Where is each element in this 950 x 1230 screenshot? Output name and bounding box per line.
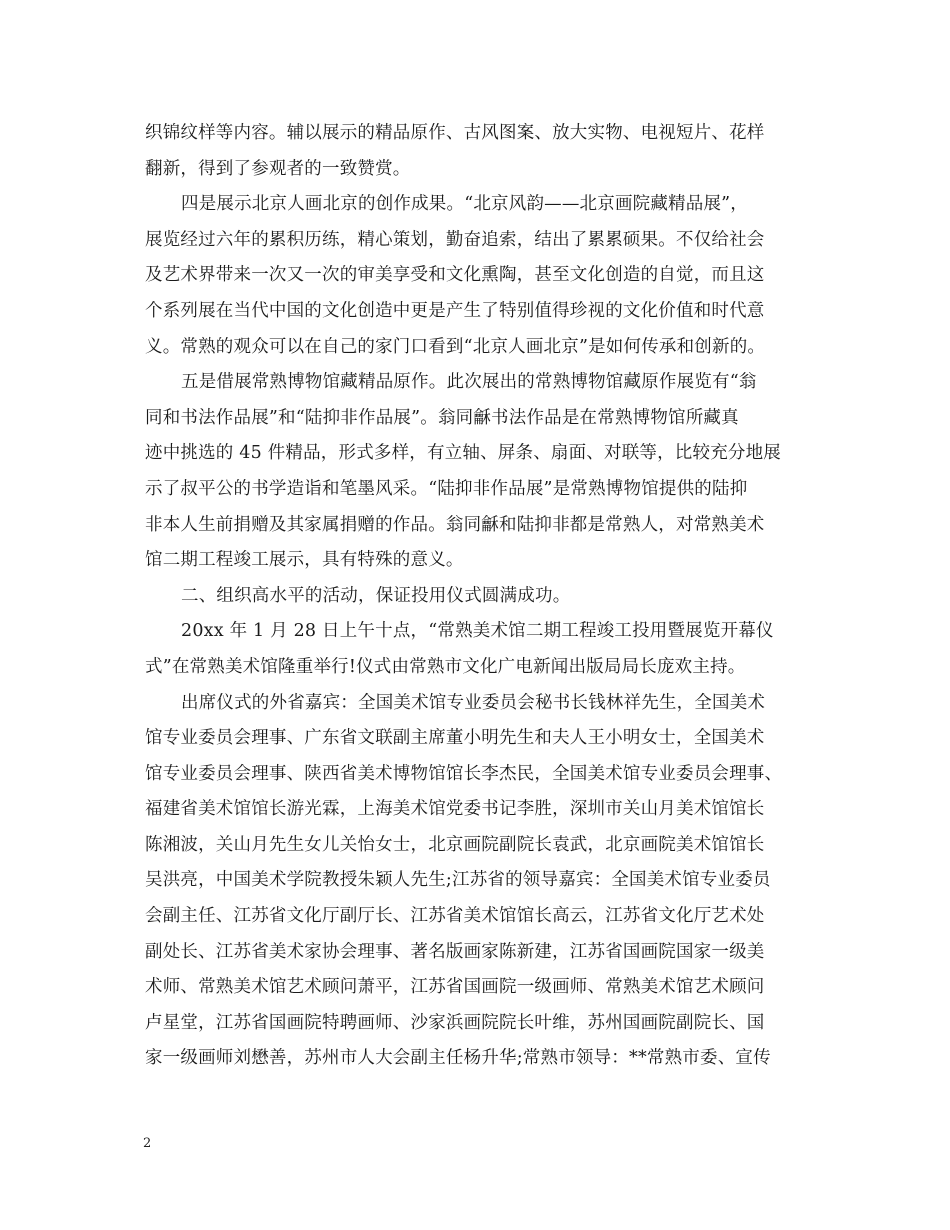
- text-line: 及艺术界带来一次又一次的审美享受和文化熏陶，甚至文化创造的自觉，而且这: [145, 265, 765, 286]
- text-line: 会副主任、江苏省文化厅副厅长、江苏省美术馆馆长高云，江苏省文化厅艺术处: [145, 906, 765, 927]
- text-line: 馆专业委员会理事、广东省文联副主席董小明先生和夫人王小明女士，全国美术: [145, 728, 765, 749]
- text-line: 陈湘波，关山月先生女儿关怡女士，北京画院副院长袁武，北京画院美术馆馆长: [145, 834, 765, 855]
- text-line: 展览经过六年的累积历练，精心策划，勤奋追索，结出了累累硕果。不仅给社会: [145, 229, 765, 250]
- paragraph-start-line: 五是借展常熟博物馆藏精品原作。此次展出的常熟博物馆藏原作展览有“翁: [181, 372, 757, 393]
- text-line: 义。常熟的观众可以在自己的家门口看到“北京人画北京”是如何传承和创新的。: [145, 336, 766, 357]
- text-line: 迹中挑选的 45 件精品，形式多样，有立轴、屏条、扇面、对联等，比较充分地展: [145, 443, 781, 464]
- text-line: 副处长、江苏省美术家协会理事、著名版画家陈新建，江苏省国画院国家一级美: [145, 941, 765, 962]
- text-line: 式”在常熟美术馆隆重举行!仪式由常熟市文化广电新闻出版局局长庞欢主持。: [145, 656, 746, 677]
- paragraph-start-line: 四是展示北京人画北京的创作成果。“北京风韵——北京画院藏精品展”，: [181, 194, 748, 215]
- body-text: [145, 116, 810, 1077]
- text-line: 馆二期工程竣工展示，具有特殊的意义。: [145, 550, 464, 571]
- text-line: 馆专业委员会理事、陕西省美术博物馆馆长李杰民，全国美术馆专业委员会理事、: [145, 763, 783, 784]
- page-number: 2: [143, 1136, 152, 1151]
- text-line: 非本人生前捐赠及其家属捐赠的作品。翁同龢和陆抑非都是常熟人，对常熟美术: [145, 514, 765, 535]
- text-line: 织锦纹样等内容。辅以展示的精品原作、古风图案、放大实物、电视短片、花样: [145, 123, 765, 143]
- text-line: 吴洪亮，中国美术学院教授朱颖人先生;江苏省的领导嘉宾：全国美术馆专业委员: [145, 870, 771, 891]
- text-line: 卢星堂，江苏省国画院特聘画师、沙家浜画院院长叶维，苏州国画院副院长、国: [145, 1012, 765, 1033]
- text-line: 个系列展在当代中国的文化创造中更是产生了特别值得珍视的文化价值和时代意: [145, 300, 765, 321]
- text-line: 福建省美术馆馆长游光霖，上海美术馆党委书记李胜，深圳市关山月美术馆馆长: [145, 799, 765, 820]
- paragraph-start-line: 出席仪式的外省嘉宾：全国美术馆专业委员会秘书长钱林祥先生，全国美术: [181, 692, 766, 713]
- text-line: 示了叔平公的书学造诣和笔墨风采。“陆抑非作品展”是常熟博物馆提供的陆抑: [145, 478, 748, 499]
- paragraph-start-line: 20xx 年 1 月 28 日上午十点，“常熟美术馆二期工程竣工投用暨展览开幕仪: [181, 621, 774, 642]
- text-line: 同和书法作品展”和“陆抑非作品展”。翁同龢书法作品是在常熟博物馆所藏真: [145, 407, 739, 428]
- section-heading: 二、组织高水平的活动，保证投用仪式圆满成功。: [181, 585, 571, 606]
- text-line: 家一级画师刘懋善，苏州市人大会副主任杨升华;常熟市领导：**常熟市委、宣传: [145, 1048, 771, 1069]
- text-line: 术师、常熟美术馆艺术顾问萧平，江苏省国画院一级画师、常熟美术馆艺术顾问: [145, 977, 765, 998]
- text-line: 翻新，得到了参观者的一致赞赏。: [145, 158, 411, 179]
